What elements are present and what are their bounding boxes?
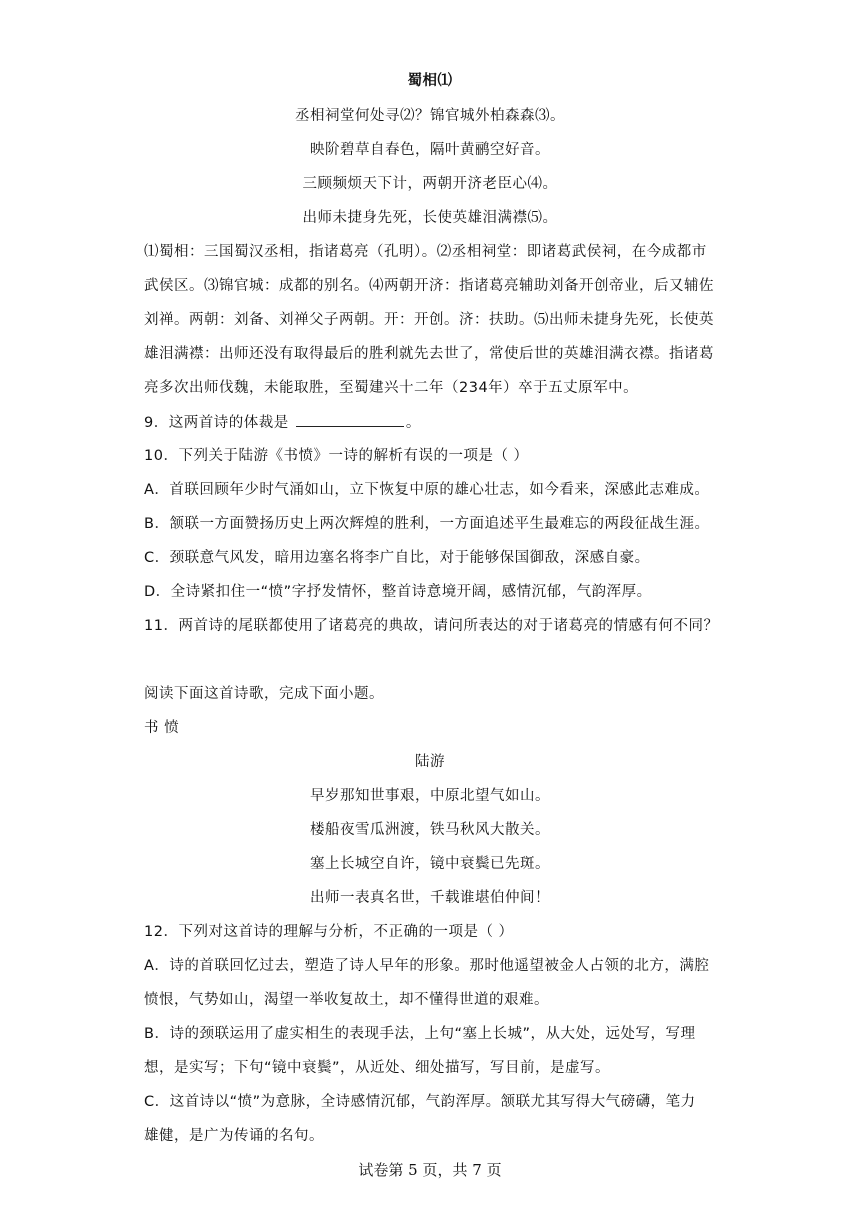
poem-line: 出师一表真名世，千载谁堪伯仲间！ xyxy=(310,890,550,906)
option-d: D．全诗紧扣住一“愤”字抒发情怀，整首诗意境开阔，感情沉郁，气韵浑厚。 xyxy=(144,584,652,600)
answer-blank[interactable] xyxy=(296,412,404,427)
option-c: C．颈联意气风发，暗用边塞名将李广自比，对于能够保国御敌，深感自豪。 xyxy=(144,550,650,566)
question-10-stem: 10．下列关于陆游《书愤》一诗的解析有误的一项是（ ） xyxy=(144,448,529,464)
page-footer: 试卷第 5 页，共 7 页 xyxy=(358,1161,502,1179)
poem-title: 蜀相⑴ xyxy=(407,73,453,89)
annotation-line: 刘禅。两朝：刘备、刘禅父子两朝。开：开创。济：扶助。⑸出师未捷身先死，长使英 xyxy=(144,312,714,328)
poem-author: 陆游 xyxy=(415,754,445,770)
question-11-stem: 11．两首诗的尾联都使用了诸葛亮的典故，请问所表达的对于诸葛亮的情感有何不同？ xyxy=(144,618,719,634)
annotation-line: ⑴蜀相：三国蜀汉丞相，指诸葛亮（孔明）。⑵丞相祠堂：即诸葛武侯祠，在今成都市 xyxy=(144,244,707,260)
poem-line: 早岁那知世事艰，中原北望气如山。 xyxy=(310,788,550,804)
poem-line: 映阶碧草自春色，隔叶黄鹂空好音。 xyxy=(310,142,550,158)
question-9 xyxy=(144,412,421,433)
reading-instruction: 阅读下面这首诗歌，完成下面小题。 xyxy=(144,686,384,702)
option-c: C．这首诗以“愤”为意脉，全诗感情沉郁，气韵浑厚。颔联尤其写得大气磅礴，笔力 xyxy=(144,1094,696,1110)
poem-line: 三顾频烦天下计，两朝开济老臣心⑷。 xyxy=(302,176,558,192)
option-a: A．诗的首联回忆过去，塑造了诗人早年的形象。那时他遥望被金人占领的北方，满腔 xyxy=(144,958,710,974)
poem-line: 丞相祠堂何处寻⑵？锦官城外柏森森⑶。 xyxy=(295,108,565,124)
option-b: B．颔联一方面赞扬历史上两次辉煌的胜利，一方面追述平生最难忘的两段征战生涯。 xyxy=(144,516,710,532)
poem-line: 楼船夜雪瓜洲渡，铁马秋风大散关。 xyxy=(310,822,550,838)
question-12-stem: 12．下列对这首诗的理解与分析，不正确的一项是（ ） xyxy=(144,924,514,940)
annotation-line: 武侯区。⑶锦官城：成都的别名。⑷两朝开济：指诸葛亮辅助刘备开创帝业，后又辅佐 xyxy=(144,278,714,294)
annotation-line: 雄泪满襟：出师还没有取得最后的胜利就先去世了，常使后世的英雄泪满衣襟。指诸葛 xyxy=(144,346,714,362)
poem-title: 书 愤 xyxy=(144,720,180,736)
option-b-cont: 想，是实写；下句“镜中衰鬓”，从近处、细处描写，写目前，是虚写。 xyxy=(144,1060,611,1076)
question-9-prefix: 9．这两首诗的体裁是 xyxy=(144,415,294,431)
option-b: B．诗的颈联运用了虚实相生的表现手法，上句“塞上长城”，从大处，远处写，写理 xyxy=(144,1026,696,1042)
annotation-line: 亮多次出师伐魏，未能取胜，至蜀建兴十二年（234年）卒于五丈原军中。 xyxy=(144,380,639,396)
question-9-suffix: 。 xyxy=(405,415,421,431)
option-a: A．首联回顾年少时气涌如山，立下恢复中原的雄心壮志，如今看来，深感此志难成。 xyxy=(144,482,710,498)
option-c-cont: 雄健，是广为传诵的名句。 xyxy=(144,1128,324,1144)
poem-line: 塞上长城空自许，镜中衰鬓已先斑。 xyxy=(310,856,550,872)
option-a-cont: 愤恨，气势如山，渴望一举收复故土，却不懂得世道的艰难。 xyxy=(144,992,549,1008)
poem-line: 出师未捷身先死，长使英雄泪满襟⑸。 xyxy=(302,210,558,226)
